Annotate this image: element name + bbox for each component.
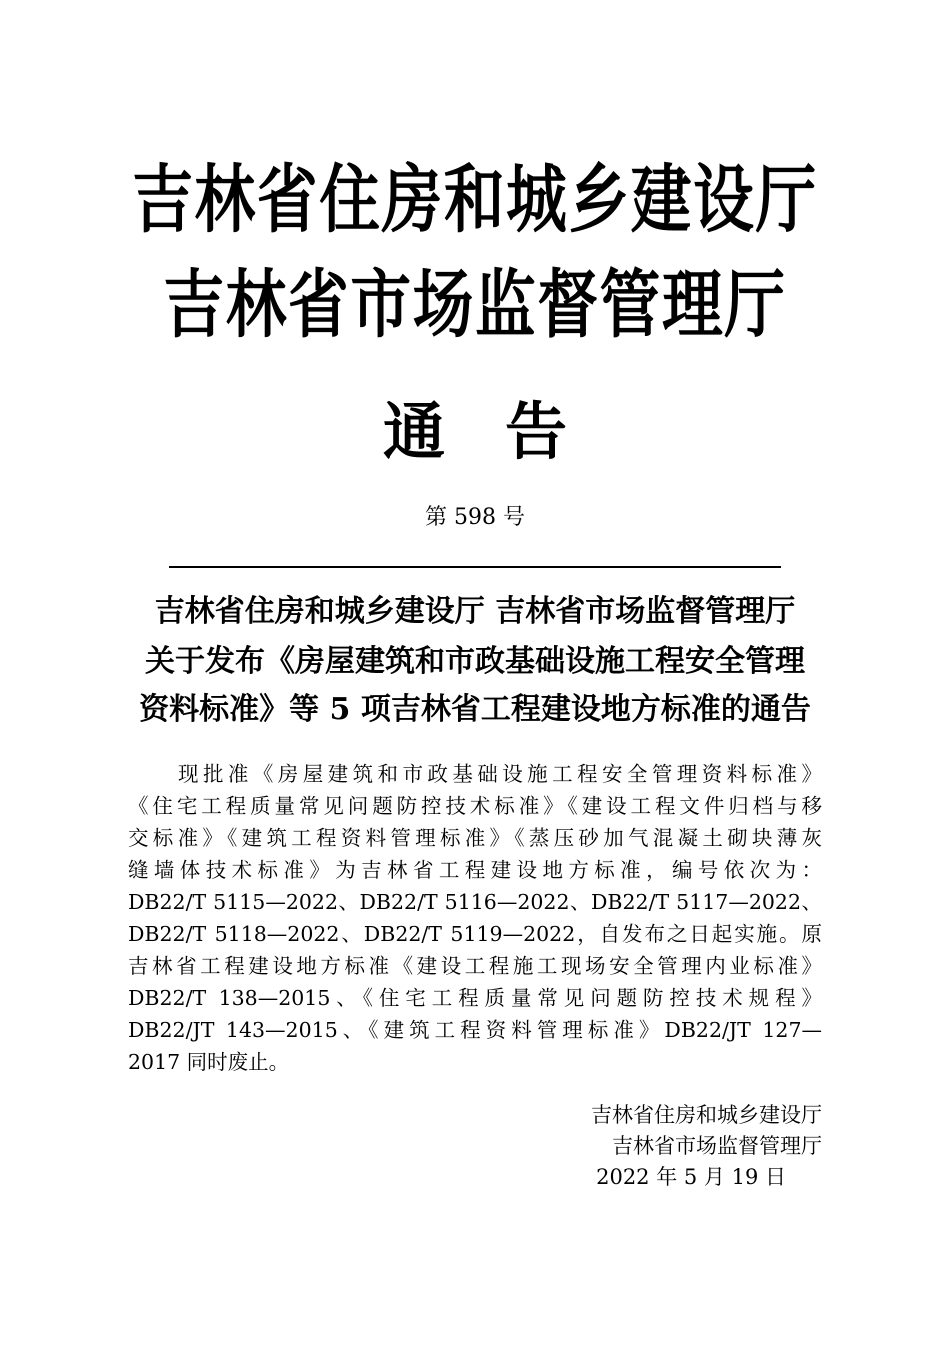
issuer-name-market: 吉林省市场监督管理厅	[163, 262, 787, 348]
body-line: 《住宅工程质量常见问题防控技术标准》《建设工程文件归档与移	[128, 794, 822, 818]
issuer-name-housing: 吉林省住房和城乡建设厅	[132, 157, 818, 243]
body-line: DB22/JT 143—2015、《建筑工程资料管理标准》DB22/JT 127—	[128, 1018, 822, 1042]
body-line: DB22/T 5118—2022、DB22/T 5119—2022，自发布之日起实施。原	[128, 922, 822, 946]
body-line: 吉林省工程建设地方标准《建设工程施工现场安全管理内业标准》	[128, 954, 822, 978]
body-line: 现批准《房屋建筑和市政基础设施工程安全管理资料标准》	[178, 762, 822, 786]
notice-title-line-2: 关于发布《房屋建筑和市政基础设施工程安全管理	[145, 644, 805, 679]
document-type: 通告	[382, 395, 627, 468]
body-line: 2017 同时废止。	[128, 1050, 290, 1074]
body-line: DB22/T 138—2015、《住宅工程质量常见问题防控技术规程》	[128, 986, 822, 1010]
signature-org-market: 吉林省市场监督管理厅	[612, 1134, 822, 1158]
body-line: 缝墙体技术标准》为吉林省工程建设地方标准，编号依次为：	[128, 858, 822, 882]
notice-title-line-3: 资料标准》等 5 项吉林省工程建设地方标准的通告	[139, 692, 811, 727]
signature-date: 2022 年 5 月 19 日	[596, 1165, 786, 1189]
body-line: DB22/T 5115—2022、DB22/T 5116—2022、DB22/T 5117—2022、	[128, 890, 822, 914]
signature-org-housing: 吉林省住房和城乡建设厅	[591, 1103, 822, 1127]
header-divider	[169, 566, 781, 568]
body-line: 交标准》《建筑工程资料管理标准》《蒸压砂加气混凝土砌块薄灰	[128, 826, 822, 850]
notice-title-line-1: 吉林省住房和城乡建设厅 吉林省市场监督管理厅	[154, 594, 796, 629]
document-number: 第 598 号	[425, 505, 525, 530]
